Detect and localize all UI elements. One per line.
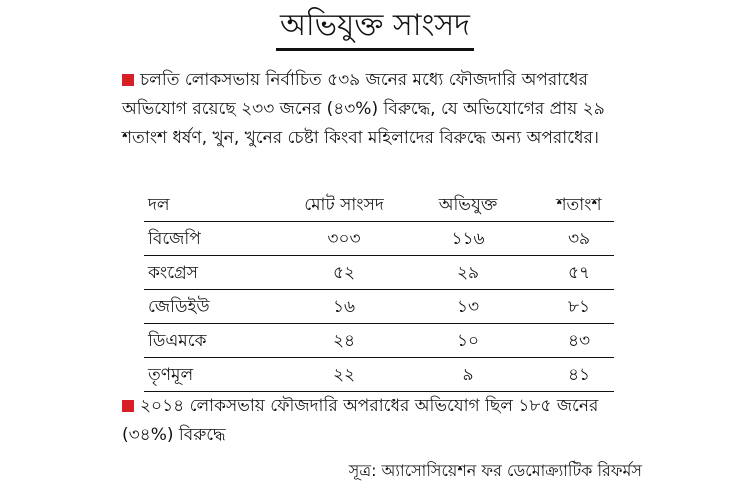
- source-note: সূত্র: অ্যাসোসিয়েশন ফর ডেমোক্র্যাটিক রিফর্মস: [348, 461, 642, 480]
- header-accused: অভিযুক্ত: [438, 195, 498, 215]
- cell-party: জেডিইউ: [148, 297, 210, 317]
- table-row: [144, 358, 614, 392]
- table-row: [144, 324, 614, 358]
- cell-party: তৃণমূল: [148, 365, 194, 385]
- cell-accused: ১৩: [456, 297, 480, 317]
- cell-percent: ৪৩: [567, 331, 591, 351]
- cell-percent: ৪১: [567, 365, 591, 385]
- header-total-mps: মোট সাংসদ: [304, 195, 384, 215]
- cell-total-mps: ২২: [332, 365, 356, 385]
- cell-percent: ৩৯: [567, 229, 591, 249]
- table-row: [144, 256, 614, 290]
- summary-paragraph: [122, 66, 642, 153]
- red-square-bullet-icon: [122, 400, 134, 412]
- cell-accused: ১১৬: [451, 229, 485, 249]
- cell-accused: ২৯: [456, 263, 480, 283]
- party-table: [144, 188, 614, 392]
- cell-percent: ৮১: [567, 297, 591, 317]
- history-text: ২০১৪ লোকসভায় ফৌজদারি অপরাধের অভিযোগ ছিল ১৮৫ জনের (৩৪%) বিরুদ্ধে: [122, 396, 599, 445]
- summary-text: চলতি লোকসভায় নির্বাচিত ৫৩৯ জনের মধ্যে ফৌজদারি অপরাধের অভিযোগ রয়েছে ২৩৩ জনের (৪৩%) বিরুদ্ধে, যে অভিযোগের প্রায় ২৯ শতাংশ ধর্ষণ, খুন, খুনের চেষ্টা কিংবা মহিলাদের বিরুদ্ধে অন্য অপরাধের।: [122, 70, 605, 148]
- cell-accused: ১০: [456, 331, 480, 351]
- cell-total-mps: ৩০৩: [327, 229, 361, 249]
- table-row: [144, 290, 614, 324]
- title-container: [0, 6, 750, 51]
- page-title: অভিযুক্ত সাংসদ: [276, 6, 474, 51]
- cell-accused: ৯: [462, 365, 474, 385]
- cell-total-mps: ২৪: [332, 331, 356, 351]
- cell-party: বিজেপি: [148, 229, 201, 249]
- history-paragraph: [122, 392, 642, 450]
- cell-total-mps: ১৬: [332, 297, 356, 317]
- table-header-row: [144, 188, 614, 222]
- cell-party: ডিএমকে: [148, 331, 207, 351]
- cell-total-mps: ৫২: [332, 263, 356, 283]
- cell-party: কংগ্রেস: [148, 263, 199, 283]
- cell-percent: ৫৭: [567, 263, 591, 283]
- table-row: [144, 222, 614, 256]
- header-percent: শতাংশ: [556, 195, 602, 215]
- red-square-bullet-icon: [122, 74, 134, 86]
- header-party: দল: [148, 195, 170, 215]
